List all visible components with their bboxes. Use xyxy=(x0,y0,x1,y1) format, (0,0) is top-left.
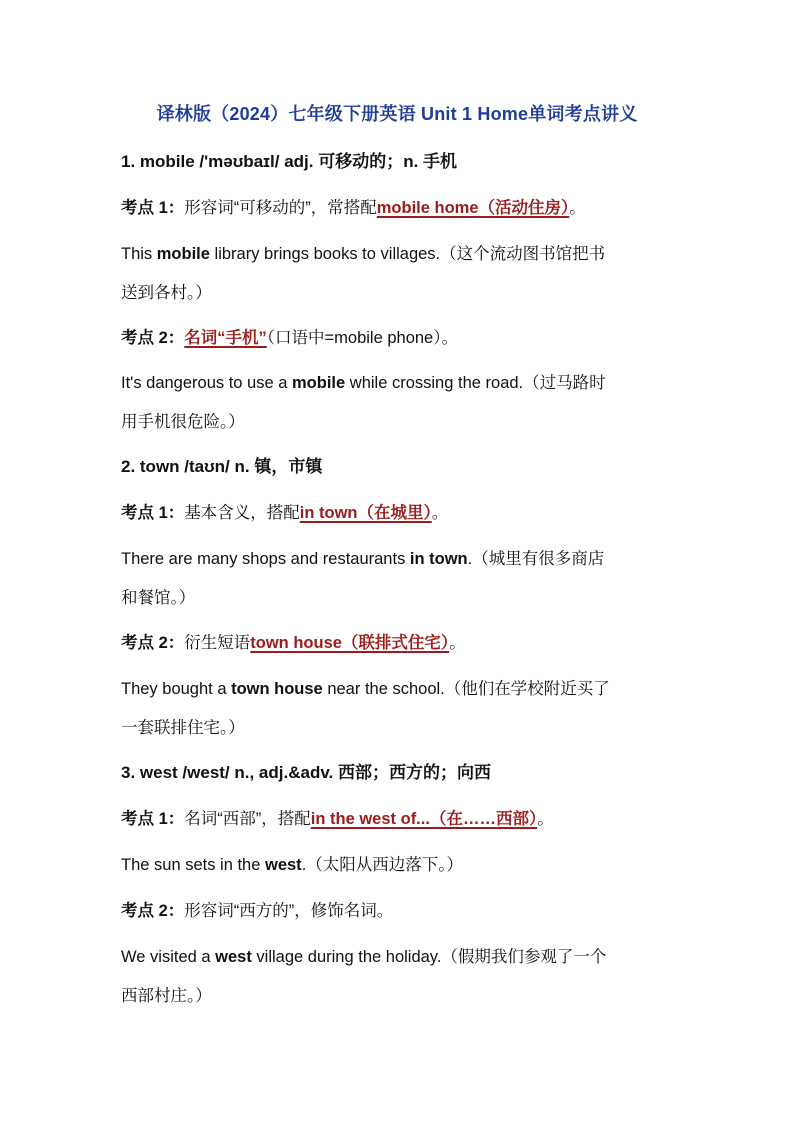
point-label: 考点 1： xyxy=(121,810,185,828)
document-title: 译林版（2024）七年级下册英语 Unit 1 Home单词考点讲义 xyxy=(156,104,638,124)
point-text: 衍生短语 xyxy=(184,634,251,652)
point-highlight: 名词“手机” xyxy=(184,329,267,347)
example-keyword: in town xyxy=(409,550,468,568)
entry-heading: 3. west /west/ n., adj.&adv. 西部；西方的；向西 xyxy=(121,763,491,782)
point-label: 考点 1： xyxy=(121,504,185,522)
exam-point xyxy=(121,899,681,923)
example-text: We visited a xyxy=(121,948,216,966)
example-keyword: mobile xyxy=(292,374,346,392)
example-text: The sun sets in the xyxy=(121,856,265,874)
example-text: .（太阳从西边落下。） xyxy=(301,856,464,874)
point-label: 考点 1： xyxy=(121,199,185,217)
example-sentence xyxy=(121,242,681,266)
example-text: .（城里有很多商店 xyxy=(467,550,605,568)
example-sentence xyxy=(121,677,681,701)
example-translation-cont: 西部村庄。） xyxy=(121,987,212,1005)
exam-point xyxy=(121,631,681,655)
point-label: 考点 2： xyxy=(121,329,185,347)
example-text: It's dangerous to use a xyxy=(121,374,293,392)
point-text-after: 。 xyxy=(449,634,466,652)
example-sentence xyxy=(121,371,681,395)
point-highlight: in the west of...（在……西部） xyxy=(310,810,538,828)
example-text: This xyxy=(121,245,157,263)
example-sentence xyxy=(121,547,681,571)
point-text-after: 。 xyxy=(569,199,586,217)
point-highlight: in town（在城里） xyxy=(299,504,432,522)
point-text-after: 。 xyxy=(537,810,554,828)
point-highlight: town house（联排式住宅） xyxy=(250,634,450,652)
point-text: 基本含义，搭配 xyxy=(184,504,300,522)
exam-point xyxy=(121,326,681,350)
entry-heading: 2. town /taʊn/ n. 镇，市镇 xyxy=(121,457,323,476)
example-keyword: mobile xyxy=(156,245,210,263)
example-keyword: west xyxy=(215,948,252,966)
example-translation-cont: 和餐馆。） xyxy=(121,589,196,607)
example-text: library brings books to villages.（这个流动图书馆把书 xyxy=(209,245,606,263)
exam-point xyxy=(121,807,681,831)
example-translation-cont: 一套联排住宅。） xyxy=(121,719,245,737)
entry-heading: 1. mobile /'məʊbaɪl/ adj. 可移动的；n. 手机 xyxy=(121,152,458,171)
point-text-after: （口语中=mobile phone）。 xyxy=(266,329,458,347)
example-text: village during the holiday.（假期我们参观了一个 xyxy=(251,948,607,966)
example-text: near the school.（他们在学校附近买了 xyxy=(322,680,610,698)
point-text-after: 。 xyxy=(431,504,449,522)
point-text: 形容词“可移动的”，常搭配 xyxy=(184,199,377,217)
example-text: They bought a xyxy=(121,680,232,698)
exam-point xyxy=(121,501,681,525)
point-label: 考点 2： xyxy=(121,634,185,652)
point-highlight: mobile home（活动住房） xyxy=(376,199,570,217)
example-text: while crossing the road.（过马路时 xyxy=(345,374,606,392)
exam-point xyxy=(121,196,681,220)
example-sentence xyxy=(121,945,681,969)
point-text: 名词“西部”，搭配 xyxy=(184,810,311,828)
example-text: There are many shops and restaurants xyxy=(121,550,410,568)
example-keyword: town house xyxy=(231,680,323,698)
example-translation-cont: 送到各村。） xyxy=(121,284,212,302)
example-sentence xyxy=(121,853,681,877)
example-keyword: west xyxy=(265,856,302,874)
point-text: 形容词“西方的”，修饰名词。 xyxy=(184,902,394,920)
point-label: 考点 2： xyxy=(121,902,185,920)
example-translation-cont: 用手机很危险。） xyxy=(121,413,245,431)
